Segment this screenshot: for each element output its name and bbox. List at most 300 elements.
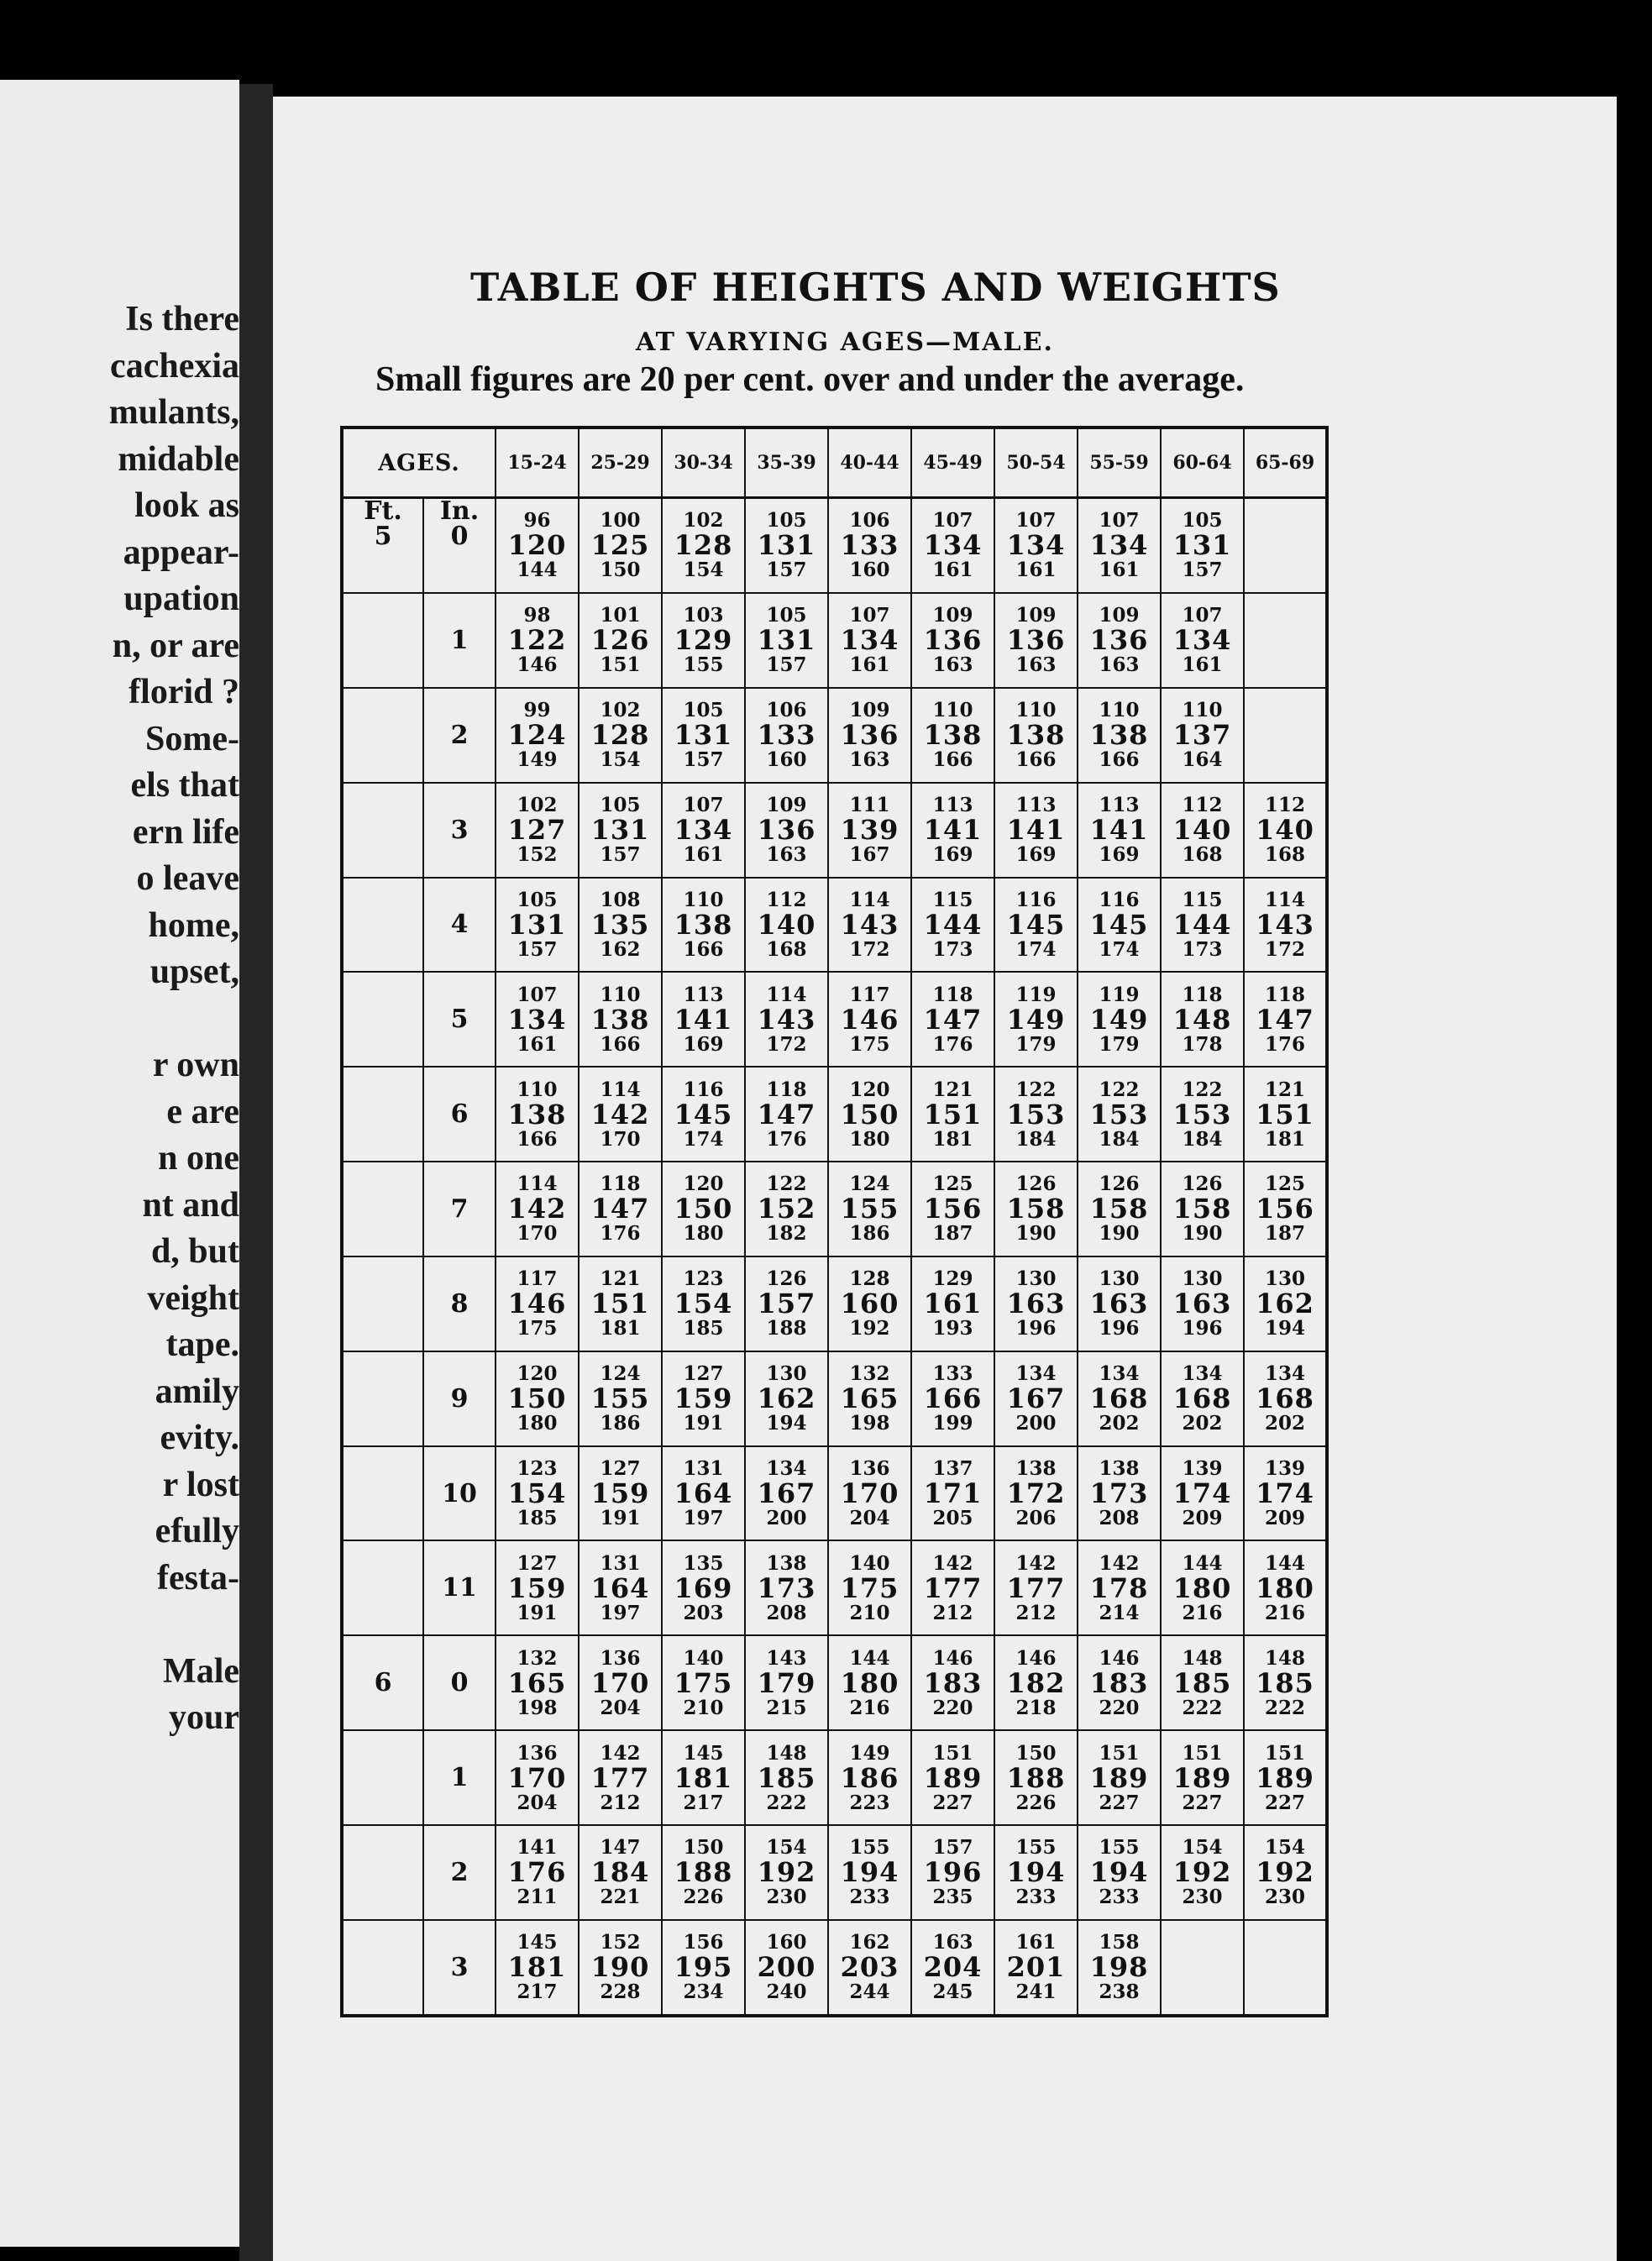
low-weight: 106 — [766, 699, 807, 722]
high-weight: 157 — [766, 653, 807, 677]
page-subtitle: AT VARYING AGES—MALE. — [636, 328, 1054, 357]
average-weight: 185 — [1172, 1666, 1232, 1699]
average-weight: 149 — [1089, 1003, 1149, 1036]
average-weight: 165 — [840, 1382, 899, 1415]
low-weight: 110 — [1099, 699, 1140, 722]
weight-cell — [496, 783, 579, 878]
age-group-header: 25-29 — [579, 428, 662, 498]
average-weight: 180 — [1172, 1571, 1232, 1604]
weight-cell — [1078, 1446, 1161, 1541]
low-weight: 110 — [517, 1078, 558, 1101]
weight-cell — [1244, 878, 1327, 973]
low-weight: 107 — [1099, 509, 1140, 532]
heights-weights-table — [340, 426, 1329, 2017]
weight-cell — [994, 498, 1078, 593]
average-weight: 155 — [590, 1382, 650, 1415]
weight-cell — [1161, 878, 1244, 973]
high-weight: 230 — [766, 1886, 807, 1909]
weight-cell — [911, 593, 994, 688]
left-page-line: d, but — [150, 1232, 239, 1271]
weight-cell — [911, 878, 994, 973]
high-weight: 204 — [600, 1696, 641, 1719]
weight-cell — [1244, 1351, 1327, 1446]
age-group-header: 65-69 — [1244, 428, 1327, 498]
high-weight: 157 — [517, 937, 558, 961]
average-weight: 131 — [757, 529, 816, 562]
feet-cell — [342, 783, 423, 878]
low-weight: 148 — [1264, 1646, 1305, 1670]
average-weight: 156 — [1256, 1193, 1314, 1225]
weight-cell — [579, 593, 662, 688]
low-weight: 118 — [766, 1078, 807, 1101]
low-weight: 105 — [600, 794, 641, 817]
low-weight: 105 — [517, 888, 558, 911]
high-weight: 175 — [517, 1317, 558, 1340]
weight-cell — [662, 1730, 745, 1825]
low-weight: 133 — [932, 1362, 973, 1386]
weight-cell — [745, 1920, 828, 2016]
high-weight: 181 — [1264, 1127, 1305, 1151]
high-weight: 200 — [1015, 1412, 1057, 1435]
low-weight: 138 — [766, 1551, 807, 1575]
high-weight: 170 — [600, 1127, 641, 1151]
high-weight: 234 — [683, 1980, 724, 2004]
weight-cell — [745, 1067, 828, 1162]
high-weight: 144 — [517, 559, 558, 582]
low-weight: 131 — [600, 1551, 641, 1575]
weight-cell — [1161, 1067, 1244, 1162]
average-weight: 171 — [923, 1477, 983, 1509]
table-row — [342, 1351, 1327, 1446]
average-weight: 131 — [757, 624, 816, 657]
low-weight: 141 — [517, 1836, 558, 1860]
feet-label: Ft. — [364, 496, 402, 526]
average-weight: 138 — [507, 1098, 567, 1130]
high-weight: 187 — [1264, 1222, 1305, 1246]
average-weight: 157 — [757, 1288, 816, 1320]
average-weight: 122 — [507, 624, 567, 657]
low-weight: 158 — [1099, 1931, 1140, 1954]
weight-cell — [828, 498, 911, 593]
weight-cell — [579, 1256, 662, 1351]
average-weight: 201 — [1006, 1951, 1066, 1984]
inches-value: 0 — [450, 522, 469, 551]
low-weight: 151 — [1182, 1741, 1223, 1765]
left-page-line: midable — [118, 439, 239, 479]
average-weight: 185 — [1256, 1666, 1314, 1699]
weight-cell — [1078, 1730, 1161, 1825]
weight-cell — [745, 1446, 828, 1541]
low-weight: 154 — [766, 1836, 807, 1860]
low-weight: 120 — [683, 1172, 724, 1196]
weight-cell — [745, 1730, 828, 1825]
weight-cell — [496, 688, 579, 783]
low-weight: 142 — [600, 1741, 641, 1765]
high-weight: 173 — [1182, 937, 1223, 961]
weight-cell — [579, 1540, 662, 1635]
low-weight: 130 — [1099, 1267, 1140, 1291]
high-weight: 200 — [766, 1507, 807, 1529]
weight-cell — [911, 1635, 994, 1730]
average-weight: 151 — [590, 1288, 650, 1320]
low-weight: 142 — [932, 1551, 973, 1575]
left-page-line: n, or are — [112, 626, 239, 665]
low-weight: 98 — [523, 604, 551, 627]
weight-cell — [994, 1825, 1078, 1920]
high-weight: 166 — [517, 1127, 558, 1151]
high-weight: 188 — [766, 1317, 807, 1340]
low-weight: 120 — [849, 1078, 890, 1101]
high-weight: 161 — [849, 653, 890, 677]
weight-cell — [662, 498, 745, 593]
weight-cell — [662, 688, 745, 783]
low-weight: 118 — [932, 983, 973, 1006]
average-weight: 164 — [590, 1571, 650, 1604]
average-weight: 159 — [507, 1571, 567, 1604]
high-weight: 194 — [1264, 1317, 1305, 1340]
low-weight: 139 — [1182, 1457, 1223, 1480]
average-weight: 141 — [1089, 814, 1149, 847]
weight-cell — [828, 878, 911, 973]
weight-cell — [994, 1067, 1078, 1162]
average-weight: 170 — [840, 1477, 899, 1509]
average-weight: 124 — [507, 719, 567, 752]
weight-cell — [828, 1920, 911, 2016]
weight-cell — [1244, 498, 1327, 593]
weight-cell — [1244, 1446, 1327, 1541]
low-weight: 118 — [1182, 983, 1223, 1006]
low-weight: 116 — [1015, 888, 1057, 911]
feet-cell — [342, 1446, 423, 1541]
weight-cell — [579, 1825, 662, 1920]
average-weight: 158 — [1172, 1193, 1232, 1225]
weight-cell — [1078, 498, 1161, 593]
weight-cell — [1161, 783, 1244, 878]
average-weight: 149 — [1006, 1003, 1066, 1036]
high-weight: 176 — [1264, 1032, 1305, 1056]
weight-cell — [1161, 1825, 1244, 1920]
low-weight: 144 — [849, 1646, 890, 1670]
low-weight: 155 — [849, 1836, 890, 1860]
low-weight: 102 — [517, 794, 558, 817]
weight-cell — [1078, 1540, 1161, 1635]
low-weight: 116 — [1099, 888, 1140, 911]
low-weight: 119 — [1099, 983, 1140, 1006]
high-weight: 244 — [849, 1980, 890, 2004]
left-page-line: Some- — [145, 719, 239, 758]
average-weight: 133 — [757, 719, 816, 752]
high-weight: 157 — [766, 559, 807, 582]
average-weight: 131 — [674, 719, 733, 752]
left-page-line: upset, — [149, 952, 239, 991]
weight-cell — [828, 1540, 911, 1635]
low-weight: 143 — [766, 1646, 807, 1670]
average-weight: 194 — [840, 1856, 899, 1889]
weight-cell — [745, 1540, 828, 1635]
average-weight: 204 — [923, 1951, 983, 1984]
high-weight: 216 — [1264, 1601, 1305, 1624]
table-row — [342, 1540, 1327, 1635]
weight-cell — [828, 688, 911, 783]
average-weight: 138 — [1089, 719, 1149, 752]
high-weight: 174 — [683, 1127, 724, 1151]
table-row — [342, 1067, 1327, 1162]
low-weight: 112 — [1264, 794, 1305, 817]
high-weight: 174 — [1099, 937, 1140, 961]
average-weight: 155 — [840, 1193, 899, 1225]
feet-cell — [342, 1825, 423, 1920]
low-weight: 151 — [932, 1741, 973, 1765]
low-weight: 130 — [1015, 1267, 1057, 1291]
age-group-header: 50-54 — [994, 428, 1078, 498]
high-weight: 186 — [849, 1222, 890, 1246]
high-weight: 149 — [517, 748, 558, 772]
feet-cell — [342, 1256, 423, 1351]
average-weight: 185 — [757, 1761, 816, 1794]
high-weight: 221 — [600, 1886, 641, 1909]
high-weight: 176 — [600, 1222, 641, 1246]
average-weight: 134 — [923, 529, 983, 562]
low-weight: 150 — [1015, 1741, 1057, 1765]
weight-cell — [828, 1351, 911, 1446]
high-weight: 181 — [600, 1317, 641, 1340]
low-weight: 120 — [517, 1362, 558, 1386]
high-weight: 226 — [1015, 1791, 1057, 1814]
high-weight: 227 — [1099, 1791, 1140, 1814]
age-group-header: 60-64 — [1161, 428, 1244, 498]
high-weight: 185 — [517, 1507, 558, 1529]
weight-cell — [579, 498, 662, 593]
weight-cell — [1161, 1256, 1244, 1351]
low-weight: 126 — [766, 1267, 807, 1291]
low-weight: 125 — [1264, 1172, 1305, 1196]
weight-cell — [579, 1635, 662, 1730]
low-weight: 129 — [932, 1267, 973, 1291]
high-weight: 233 — [1015, 1886, 1057, 1909]
left-page-line: r lost — [162, 1465, 239, 1504]
left-page-line: o leave — [136, 859, 239, 898]
high-weight: 187 — [932, 1222, 973, 1246]
high-weight: 228 — [600, 1980, 641, 2004]
average-weight: 138 — [674, 908, 733, 941]
low-weight: 123 — [517, 1457, 558, 1480]
average-weight: 143 — [840, 908, 899, 941]
weight-cell — [496, 972, 579, 1067]
weight-cell — [1161, 1920, 1244, 2016]
left-page-line: Is there — [125, 300, 239, 338]
low-weight: 107 — [1182, 604, 1223, 627]
low-weight: 102 — [600, 699, 641, 722]
weight-cell — [1244, 1067, 1327, 1162]
weight-cell — [1244, 972, 1327, 1067]
high-weight: 166 — [1099, 748, 1140, 772]
average-weight: 133 — [840, 529, 899, 562]
average-weight: 139 — [840, 814, 899, 847]
average-weight: 188 — [1006, 1761, 1066, 1794]
high-weight: 214 — [1099, 1601, 1140, 1624]
average-weight: 198 — [1089, 1951, 1149, 1984]
average-weight: 136 — [923, 624, 983, 657]
high-weight: 163 — [1099, 653, 1140, 677]
left-page-line: upation — [123, 580, 239, 618]
average-weight: 128 — [674, 529, 733, 562]
average-weight: 179 — [757, 1666, 816, 1699]
low-weight: 149 — [849, 1741, 890, 1765]
average-weight: 145 — [1089, 908, 1149, 941]
high-weight: 196 — [1099, 1317, 1140, 1340]
left-page-line: evity. — [160, 1419, 239, 1457]
left-page-line: tape. — [165, 1325, 239, 1364]
average-weight: 183 — [1089, 1666, 1149, 1699]
average-weight: 160 — [840, 1288, 899, 1320]
average-weight: 146 — [507, 1288, 567, 1320]
average-weight: 136 — [1089, 624, 1149, 657]
high-weight: 192 — [849, 1317, 890, 1340]
weight-cell — [579, 878, 662, 973]
average-weight: 134 — [1172, 624, 1232, 657]
weight-cell — [994, 1351, 1078, 1446]
high-weight: 180 — [683, 1222, 724, 1246]
average-weight: 143 — [1256, 908, 1314, 941]
page-gutter — [239, 84, 273, 2261]
low-weight: 114 — [766, 983, 807, 1006]
average-weight: 151 — [1256, 1098, 1314, 1130]
high-weight: 191 — [517, 1601, 558, 1624]
average-weight: 147 — [923, 1003, 983, 1036]
inches-cell: 0 — [423, 1635, 496, 1730]
weight-cell — [911, 1825, 994, 1920]
low-weight: 99 — [523, 699, 551, 722]
low-weight: 118 — [600, 1172, 641, 1196]
high-weight: 206 — [1015, 1507, 1057, 1529]
weight-cell — [911, 1730, 994, 1825]
high-weight: 168 — [1182, 843, 1223, 867]
high-weight: 163 — [1015, 653, 1057, 677]
table-row — [342, 1162, 1327, 1256]
high-weight: 168 — [1264, 843, 1305, 867]
average-weight: 125 — [590, 529, 650, 562]
low-weight: 113 — [1015, 794, 1057, 817]
feet-cell — [342, 1540, 423, 1635]
weight-cell — [745, 1635, 828, 1730]
high-weight: 181 — [932, 1127, 973, 1151]
weight-cell — [994, 972, 1078, 1067]
weight-cell — [1244, 1825, 1327, 1920]
low-weight: 122 — [1099, 1078, 1140, 1101]
weight-cell — [745, 593, 828, 688]
left-page-line: mulants, — [108, 393, 239, 432]
average-weight: 178 — [1089, 1571, 1149, 1604]
high-weight: 190 — [1182, 1222, 1223, 1246]
weight-cell — [745, 1256, 828, 1351]
left-page-line: home, — [148, 905, 239, 945]
high-weight: 151 — [600, 653, 641, 677]
low-weight: 134 — [1264, 1362, 1305, 1386]
weight-cell — [745, 688, 828, 783]
weight-cell — [994, 1635, 1078, 1730]
average-weight: 189 — [1172, 1761, 1232, 1794]
table-row — [342, 1730, 1327, 1825]
low-weight: 146 — [1099, 1646, 1140, 1670]
weight-cell — [496, 1635, 579, 1730]
weight-cell — [1161, 972, 1244, 1067]
high-weight: 230 — [1264, 1886, 1305, 1909]
average-weight: 131 — [507, 908, 567, 941]
average-weight: 146 — [840, 1003, 899, 1036]
weight-cell — [1244, 593, 1327, 688]
low-weight: 114 — [517, 1172, 558, 1196]
weight-cell — [994, 878, 1078, 973]
weight-cell — [994, 1256, 1078, 1351]
low-weight: 130 — [1264, 1267, 1305, 1291]
average-weight: 127 — [507, 814, 567, 847]
low-weight: 105 — [683, 699, 724, 722]
weight-cell — [579, 1162, 662, 1256]
average-weight: 134 — [507, 1003, 567, 1036]
high-weight: 163 — [849, 748, 890, 772]
weight-cell — [662, 972, 745, 1067]
average-weight: 168 — [1089, 1382, 1149, 1415]
low-weight: 118 — [1264, 983, 1305, 1006]
weight-cell — [662, 1825, 745, 1920]
low-weight: 154 — [1264, 1836, 1305, 1860]
average-weight: 163 — [1006, 1288, 1066, 1320]
average-weight: 140 — [757, 908, 816, 941]
average-weight: 150 — [507, 1382, 567, 1415]
low-weight: 136 — [517, 1741, 558, 1765]
left-page-line: n one — [158, 1139, 239, 1178]
weight-cell — [496, 1540, 579, 1635]
low-weight: 115 — [932, 888, 973, 911]
average-weight: 161 — [923, 1288, 983, 1320]
low-weight: 102 — [683, 509, 724, 532]
ages-header: AGES. — [342, 428, 496, 498]
high-weight: 164 — [1182, 748, 1223, 772]
low-weight: 101 — [600, 604, 641, 627]
left-page-line: amily — [155, 1372, 239, 1411]
low-weight: 140 — [683, 1646, 724, 1670]
high-weight: 230 — [1182, 1886, 1223, 1909]
inches-cell: 10 — [423, 1446, 496, 1541]
high-weight: 217 — [683, 1791, 724, 1814]
weight-cell — [911, 1446, 994, 1541]
average-weight: 140 — [1256, 814, 1314, 847]
low-weight: 134 — [766, 1457, 807, 1480]
age-group-header: 55-59 — [1078, 428, 1161, 498]
high-weight: 163 — [766, 843, 807, 867]
weight-cell — [745, 1162, 828, 1256]
weight-cell — [994, 593, 1078, 688]
high-weight: 176 — [766, 1127, 807, 1151]
average-weight: 167 — [1006, 1382, 1066, 1415]
feet-cell — [342, 878, 423, 973]
high-weight: 184 — [1182, 1127, 1223, 1151]
weight-cell — [1244, 1920, 1327, 2016]
weight-cell — [911, 972, 994, 1067]
low-weight: 134 — [1015, 1362, 1057, 1386]
high-weight: 217 — [517, 1980, 558, 2004]
average-weight: 156 — [923, 1193, 983, 1225]
low-weight: 113 — [1099, 794, 1140, 817]
average-weight: 166 — [923, 1382, 983, 1415]
high-weight: 180 — [849, 1127, 890, 1151]
left-page-line: nt and — [142, 1185, 239, 1225]
average-weight: 184 — [590, 1856, 650, 1889]
low-weight: 109 — [766, 794, 807, 817]
left-page-line: els that — [130, 766, 239, 805]
weight-cell — [1078, 878, 1161, 973]
weight-cell — [496, 1730, 579, 1825]
